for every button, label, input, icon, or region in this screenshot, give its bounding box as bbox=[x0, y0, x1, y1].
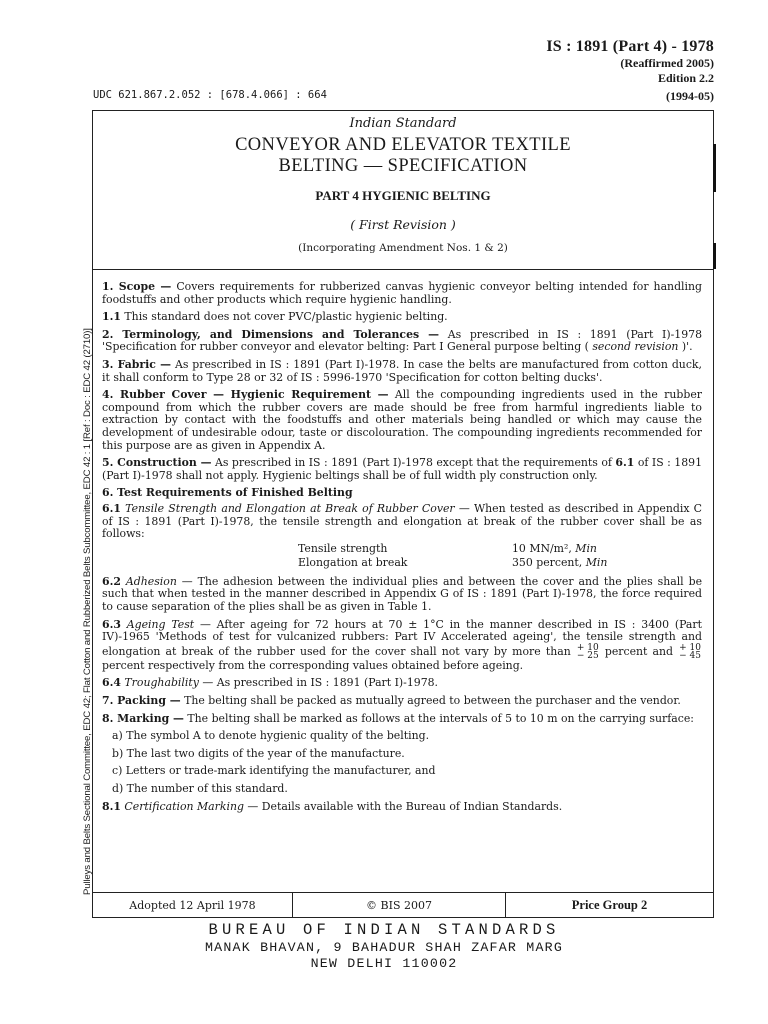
section-number: 6.1 bbox=[102, 501, 121, 515]
fraction-top: + 10 bbox=[679, 642, 701, 653]
section-packing bbox=[102, 695, 702, 708]
section-text: The adhesion between the individual plies and between the cover and the plies shall be such that when tested in the manner described in Appendix G of IS : 1891 (Part I)-1978, the force required to cause separation of the plies shall be as given in Table 1. bbox=[102, 574, 703, 614]
section-heading: 1. Scope — bbox=[102, 280, 172, 293]
section-ref: 6.1 bbox=[615, 456, 635, 470]
section-6-2 bbox=[102, 576, 702, 614]
title-block bbox=[93, 111, 713, 270]
price-group: Price Group 2 bbox=[571, 897, 648, 912]
section-heading: 8. Marking — bbox=[102, 711, 184, 725]
section-number: 8.1 bbox=[102, 799, 121, 813]
property-value bbox=[512, 543, 597, 556]
property-value bbox=[512, 557, 607, 570]
section-text: This standard does not cover PVC/plastic hygienic belting. bbox=[124, 310, 448, 324]
marking-list bbox=[102, 730, 702, 795]
document-header bbox=[546, 38, 714, 86]
section-1-1 bbox=[102, 311, 702, 324]
section-text: The belting shall be packed as mutually agreed to between the purchaser and the vendor. bbox=[184, 694, 681, 708]
footer-strip bbox=[93, 892, 713, 917]
standard-number: IS : 1891 (Part 4) - 1978 bbox=[546, 38, 714, 55]
section-marking bbox=[102, 713, 702, 726]
section-test-requirements bbox=[102, 487, 702, 500]
section-text-end: )'. bbox=[681, 340, 693, 354]
property-label: Elongation at break bbox=[298, 556, 408, 570]
list-item: d) The number of this standard. bbox=[112, 782, 288, 795]
publisher-block bbox=[0, 921, 768, 971]
publisher-address-2: NEW DELHI 110002 bbox=[310, 956, 458, 971]
margin-bar bbox=[713, 144, 716, 192]
section-text: As prescribed in IS : 1891 (Part I)-1978 'Specification for rubber conveyor and elevator belting: Part I General purpose belting ( bbox=[102, 327, 702, 354]
min-label: Min bbox=[575, 541, 597, 555]
list-item: b) The last two digits of the year of the manufacture. bbox=[112, 746, 405, 760]
tensile-strength-row bbox=[102, 543, 702, 556]
publisher-address-1: MANAK BHAVAN, 9 BAHADUR SHAH ZAFAR MARG bbox=[205, 940, 563, 955]
section-construction bbox=[102, 457, 702, 482]
committee-sidebar bbox=[70, 108, 93, 1008]
property-label: Tensile strength bbox=[298, 541, 388, 555]
publisher-name: BUREAU OF INDIAN STANDARDS bbox=[208, 921, 560, 939]
section-text: Covers requirements for rubberized canvas hygienic conveyor belting intended for handling foodstuffs and other products which require hygienic handling. bbox=[102, 280, 702, 306]
section-italic: Troughability — bbox=[124, 676, 214, 690]
adopted-date: Adopted 12 April 1978 bbox=[93, 893, 293, 917]
section-italic: Tensile Strength and Elongation at Break of Rubber Cover — bbox=[125, 501, 470, 515]
section-rubber-cover bbox=[102, 389, 702, 452]
min-label: Min bbox=[585, 556, 608, 570]
section-text: As prescribed in IS : 1891 (Part I)-1978. bbox=[216, 676, 439, 690]
section-italic: Ageing Test — bbox=[126, 617, 211, 631]
standard-body bbox=[102, 281, 702, 818]
section-number: 6.3 bbox=[102, 617, 121, 631]
fraction-bottom: − 25 bbox=[576, 650, 599, 661]
section-scope bbox=[102, 281, 702, 306]
tolerance-fraction-2 bbox=[679, 644, 701, 660]
edition-date: (1994-05) bbox=[666, 89, 714, 103]
section-text: When tested as described in Appendix C of IS : 1891 (Part I)-1978, the tensile strength and elongation at break of the rubber cover shall be as follows: bbox=[102, 501, 703, 541]
standard-box bbox=[92, 110, 714, 918]
section-text: Details available with the Bureau of Indian Standards. bbox=[261, 799, 563, 813]
part-title: PART 4 HYGIENIC BELTING bbox=[315, 188, 491, 203]
section-italic: second revision bbox=[592, 340, 679, 354]
section-heading: 2. Terminology, and Dimensions and Tolerances — bbox=[102, 327, 440, 341]
section-text: As prescribed in IS : 1891 (Part I)-1978 except that the requirements of bbox=[215, 456, 612, 470]
section-6-1 bbox=[102, 503, 702, 541]
amendment-note: (Incorporating Amendment Nos. 1 & 2) bbox=[298, 242, 508, 254]
copyright-notice: © BIS 2007 bbox=[293, 893, 506, 917]
indian-standard-label: Indian Standard bbox=[349, 116, 457, 131]
committee-text: Pulleys and Belts Sectional Committee, EDC 42; Flat Cotton and Rubberized Belts Subcommittee, EDC 42 : 1 [Ref : Doc : EDC 42 (2710)] bbox=[82, 328, 93, 895]
section-number: 6.2 bbox=[102, 574, 121, 588]
edition-number: Edition 2.2 bbox=[657, 71, 714, 85]
section-number: 1.1 bbox=[102, 310, 121, 324]
section-text-mid: percent and bbox=[604, 644, 674, 658]
section-8-1 bbox=[102, 801, 702, 814]
section-fabric bbox=[102, 359, 702, 384]
tolerance-fraction-1 bbox=[577, 644, 599, 660]
list-item: a) The symbol A to denote hygienic quality of the belting. bbox=[112, 729, 430, 743]
section-text: The belting shall be marked as follows at the intervals of 5 to 10 m on the carrying surface: bbox=[187, 711, 694, 725]
list-item: c) Letters or trade-mark identifying the manufacturer, and bbox=[112, 764, 436, 778]
fraction-bottom: − 45 bbox=[679, 650, 701, 661]
section-heading: 7. Packing — bbox=[102, 694, 181, 708]
fraction-top: + 10 bbox=[576, 642, 599, 653]
title-line-1: CONVEYOR AND ELEVATOR TEXTILE bbox=[235, 135, 571, 155]
value-text: 350 percent, bbox=[512, 556, 586, 570]
section-italic: Certification Marking — bbox=[124, 799, 259, 813]
reaffirmed-note: (Reaffirmed 2005) bbox=[620, 56, 714, 70]
section-text-end: of IS : 1891 (Part I)-1978 shall not apply. Hygienic beltings shall be of full width ply construction only. bbox=[102, 456, 703, 482]
value-text: 10 MN/m², bbox=[512, 541, 576, 555]
section-text-end: percent respectively from the corresponding values obtained before ageing. bbox=[102, 658, 524, 672]
section-6-3 bbox=[102, 619, 702, 673]
section-text: As prescribed in IS : 1891 (Part I)-1978. In case the belts are manufactured from cotton duck, it shall conform to Type 28 or 32 of IS : 5996-1970 'Specification for cotton belting ducks'. bbox=[102, 357, 702, 384]
udc-code: UDC 621.867.2.052 : [678.4.066] : 664 bbox=[93, 89, 327, 101]
section-heading: 3. Fabric — bbox=[102, 357, 172, 371]
section-heading: 4. Rubber Cover — Hygienic Requirement — bbox=[102, 388, 389, 402]
section-text: All the compounding ingredients used in the rubber compound from which the rubber covers are made should be free from harmful ingredients liable to extraction by contact with the foodstuffs and other materials being handled or which may cause the development of undesirable odour, taste or discolouration. The compounding ingredients recommended for this purpose are as given in Appendix A. bbox=[102, 388, 702, 452]
section-terminology bbox=[102, 329, 702, 354]
section-6-4 bbox=[102, 677, 702, 690]
title-line-2: BELTING — SPECIFICATION bbox=[278, 156, 528, 176]
section-italic: Adhesion — bbox=[125, 574, 193, 588]
revision-label: ( First Revision ) bbox=[350, 217, 456, 232]
section-heading: 5. Construction — bbox=[102, 456, 212, 470]
section-heading: 6. Test Requirements of Finished Belting bbox=[102, 486, 353, 500]
section-number: 6.4 bbox=[102, 676, 121, 690]
margin-bar-lower bbox=[713, 243, 716, 269]
elongation-row bbox=[102, 557, 702, 570]
section-text: After ageing for 72 hours at 70 ± 1°C in the manner described in IS : 3400 (Part IV)-1965 'Methods of test for vulcanized rubbers: Part IV Accelerated ageing', the tensile strength and elongation at break of the rubber used for the cover shall not vary by more than bbox=[102, 617, 702, 658]
